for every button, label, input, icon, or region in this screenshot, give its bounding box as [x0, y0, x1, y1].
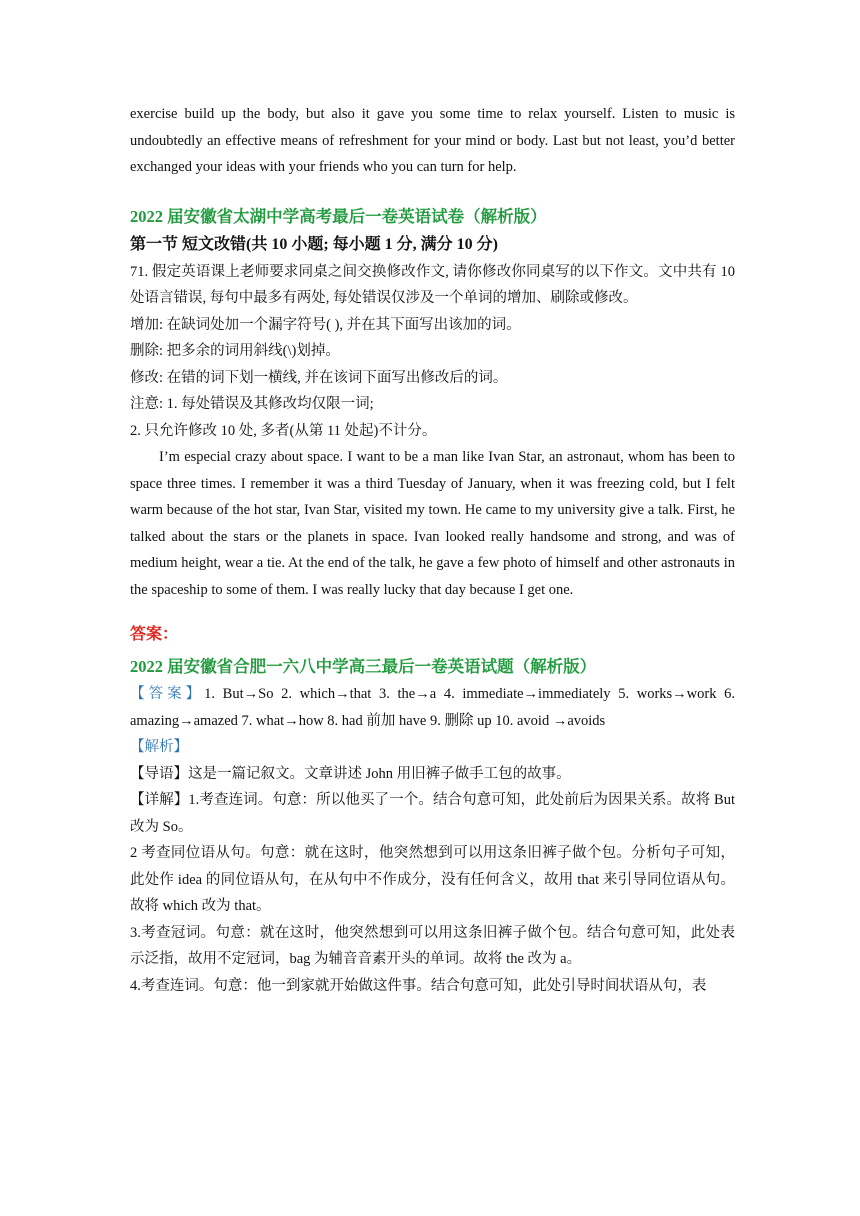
detail-4: 4.考查连词。句意：他一到家就开始做这件事。结合句意可知，此处引导时间状语从句，表 — [130, 977, 707, 994]
instruction-modify: 修改: 在错的词下划一横线, 并在该词下面写出修改后的词。 — [130, 369, 508, 386]
answer-line — [130, 681, 735, 734]
answer-tag: 【答案】 — [130, 686, 205, 702]
paper2-title: 2022 届安徽省合肥一六八中学高三最后一卷英语试题（解析版） — [130, 657, 597, 676]
instruction-delete: 删除: 把多余的词用斜线(\)划掉。 — [130, 343, 340, 359]
section-heading: 第一节 短文改错(共 10 小题; 每小题 1 分, 满分 10 分) — [130, 235, 498, 253]
guide-paragraph: 【导语】这是一篇记叙文。文章讲述 John 用旧裤子做手工包的故事。 — [130, 765, 571, 782]
detail-3: 3.考查冠词。句意：就在这时，他突然想到可以用这条旧裤子做个包。结合句意可知，此处表示泛指，故用不定冠词，bag 为辅音音素开头的单词。故将 the 改为 a。 — [130, 924, 735, 967]
instruction-question: 71. 假定英语课上老师要求同桌之间交换修改作文, 请你修改你同桌写的以下作文。文中共有 10 处语言错误, 每句中最多有两处, 每处错误仅涉及一个单词的增加、刷除或修改。 — [130, 263, 735, 306]
answer-label: 答案： — [130, 626, 179, 643]
paper1-title: 2022 届安徽省太湖中学高考最后一卷英语试卷（解析版） — [130, 206, 547, 226]
instruction-note-1: 注意: 1. 每处错误及其修改均仅限一词; — [130, 396, 374, 412]
answer-text: 1. But→So 2. which→that 3. the→a 4. immediate→immediately 5. works→work 6. amazing→amazed 7. what→how 8. had 前加 have 9. 删除 up 10. avoid →avoids — [130, 686, 736, 729]
instruction-note-2: 2. 只允许修改 10 处, 多者(从第 11 处起)不计分。 — [130, 422, 437, 439]
detail-1: 【详解】1.考查连词。句意：所以他买了一个。结合句意可知，此处前后为因果关系。故将 But 改为 So。 — [130, 792, 735, 835]
analysis-tag: 【解析】 — [130, 739, 188, 755]
detail-2: 2 考查同位语从句。句意：就在这时，他突然想到可以用这条旧裤子做个包。分析句子可知，此处作 idea 的同位语从句，在从句中不作成分，没有任何含义，故用 that 来引导同位语从句。故将 which 改为 that。 — [130, 845, 735, 914]
instruction-add: 增加: 在缺词处加一个漏字符号( ), 并在其下面写出该加的词。 — [130, 316, 521, 333]
document-content — [130, 101, 735, 999]
essay-paragraph: I’m especial crazy about space. I want to be a man like Ivan Star, an astronaut, whom has been to space three times. I remember it was a third Tuesday of January, when it was freezing cold, but I felt warm because of the hot star, Ivan Star, visited my town. He came to my university give a talk. First, he talked about the stars or the planets in space. Ivan looked really handsome and strong, and was of medium height, wear a tie. At the end of the talk, he gave a few photo of himself and other astronauts in the spaceship to some of them. I was really lucky that day because I get one. — [130, 449, 735, 598]
intro-paragraph: exercise build up the body, but also it gave you some time to relax yourself. Listen to music is undoubtedly an effective means of refreshment for your mind or body. Last but not least, you’d better exchanged your ideas with your friends who you can turn for help. — [130, 106, 735, 175]
